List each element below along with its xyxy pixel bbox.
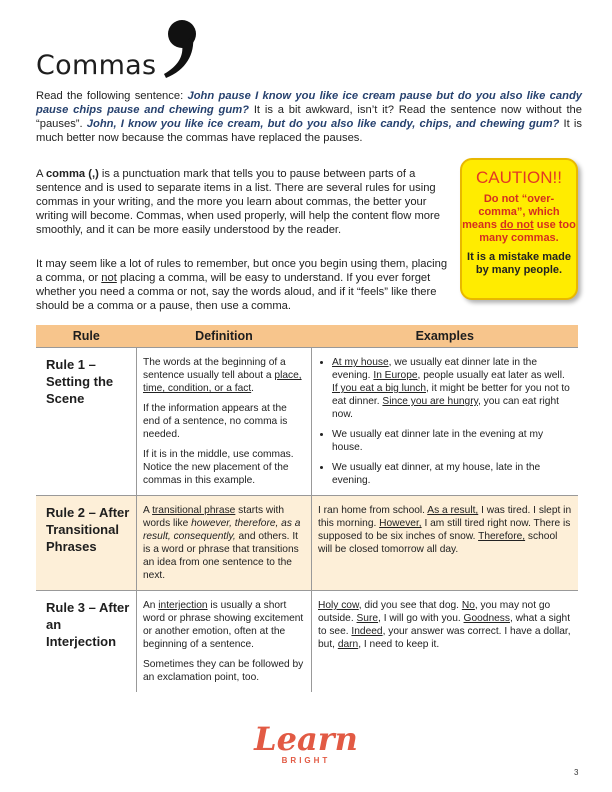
intro-quote-2: John, I know you like ice cream, but do you also like candy, chips, and chewing gum? (86, 118, 560, 130)
rules-table (36, 325, 578, 692)
intro-text-3: It is much better now because the commas have replaced the pauses. (36, 118, 583, 144)
caution-text-a: Do not “over-comma”, which means (462, 193, 560, 231)
definition-term: comma (,) (45, 168, 99, 180)
caution-warning (462, 193, 576, 245)
advice-text-a: It may seem like a lot of rules to remember, but once you begin using them, placing a comma, or (36, 258, 448, 284)
caution-title: CAUTION!! (476, 168, 562, 187)
example-text: , I need to keep it. (358, 639, 440, 650)
example-underline: Holy cow (318, 600, 359, 611)
definition-text-b: is a punctuation mark that tells you to pause between parts of a sentence and is used to separate items in a list. There are several rules for using commas in your writing, and the more you learn about commas, the better your writing will become. Commas, when used properly, will help the content flow more smoothly, and it can be more easily understood by the reader. (36, 168, 440, 236)
def-text: and others. It is a word or phrase that transitions an idea from one sentence to the next. (143, 531, 299, 581)
advice-underline: not (101, 272, 117, 284)
examples-cell (312, 496, 579, 591)
list-item: • We usually eat dinner late in the evening at my house. (332, 428, 572, 454)
example-line (318, 599, 572, 651)
example-underline: darn (337, 639, 359, 650)
definition-line: If it is in the middle, use commas. Notice the new placement of the commas in this example. (143, 449, 294, 486)
example-text: I ran home from school. (318, 505, 428, 516)
example-underline: Goodness (463, 613, 510, 624)
example-text: I was tired. I slept in this morning. (318, 505, 572, 529)
definition-cell (137, 348, 312, 496)
advice-text-b: placing a comma, will be easy to understand. If you ever forget whether you need a comma or not, say the words aloud, and if it “feels” like there should be a comma or a pause, then use a comma. (36, 272, 437, 312)
advice-paragraph (36, 257, 452, 313)
intro-text-2: It is a bit awkward, isn’t it? Read the sentence now without the “pauses”. (36, 104, 582, 130)
definition-line: If the information appears at the end of a sentence, no comma is needed. (143, 403, 288, 440)
table-header-row (36, 325, 578, 348)
caution-note: It is a mistake made by many people. (467, 251, 571, 276)
def-italic: however, therefore, as a result, consequently, (143, 518, 301, 542)
example-text: I am still tired right now. There is supposed to be six inches of snow. (318, 518, 571, 542)
def-text: The words at the beginning of a sentence usually tell about a (143, 357, 286, 381)
definition-cell (137, 591, 312, 693)
definition-line (143, 504, 305, 582)
rule-cell: Rule 3 – After an Interjection (36, 591, 137, 693)
logo-word: Learn (254, 720, 358, 758)
logo-subtitle: BRIGHT (281, 756, 331, 765)
header-examples: Examples (312, 325, 579, 348)
header-rule: Rule (36, 325, 137, 348)
example-underline: If you eat a big lunch (332, 383, 427, 394)
examples-cell (312, 591, 579, 693)
def-text: starts with words like (143, 505, 285, 529)
definition-cell (137, 496, 312, 591)
rule-cell: Rule 1 – Setting the Scene (36, 348, 137, 496)
def-text: An (143, 600, 159, 611)
def-underline: interjection (158, 600, 208, 611)
example-text: , you can eat right now. (332, 396, 559, 420)
list-item (332, 356, 572, 421)
definition-line (143, 599, 305, 651)
example-underline: No (461, 600, 475, 611)
caution-text-b: use too many commas. (479, 219, 576, 244)
example-underline: As a result, (427, 505, 479, 516)
examples-cell (312, 348, 579, 496)
definition-line: Sometimes they can be followed by an exclamation point, too. (143, 659, 304, 683)
example-text: , you may not go outside. (318, 600, 551, 624)
example-text: , people usually eat later as well. (417, 370, 565, 381)
example-text: school will be closed tomorrow all day. (318, 531, 558, 555)
example-underline: Since you are hungry (382, 396, 478, 407)
examples-list (318, 356, 572, 487)
example-text: , I will go with you. (378, 613, 464, 624)
list-item: • We usually eat dinner, at my house, late in the evening. (332, 461, 572, 487)
table-row (36, 348, 578, 496)
def-underline: place, time, condition, or a fact (143, 370, 302, 394)
definition-text-a: A (36, 168, 46, 180)
intro-paragraph (36, 89, 582, 145)
def-text: . (251, 383, 254, 394)
learn-bright-logo (240, 722, 372, 778)
example-text: , we usually eat dinner late in the evening. (332, 357, 538, 381)
example-underline: However, (379, 518, 422, 529)
example-underline: Indeed (351, 626, 383, 637)
header-definition: Definition (137, 325, 312, 348)
rule-cell: Rule 2 – After Transitional Phrases (36, 496, 137, 591)
intro-text-1: Read the following sentence: (36, 90, 188, 102)
example-underline: At my house (332, 357, 389, 368)
table-row (36, 591, 578, 693)
example-text: , it might be better for you not to eat dinner. (332, 383, 570, 407)
table-row (36, 496, 578, 591)
example-underline: In Europe (373, 370, 418, 381)
comma-icon (160, 18, 200, 80)
caution-box (460, 158, 578, 300)
caution-underline: do not (500, 219, 534, 231)
example-text: , did you see that dog. (358, 600, 462, 611)
example-underline: Therefore, (478, 531, 526, 542)
intro-quote-1: John pause I know you like ice cream pause but do you also like candy pause chips pause and chewing gum? (36, 90, 582, 116)
example-underline: Sure (356, 613, 379, 624)
page-number: 3 (574, 768, 579, 777)
def-text: is usually a short word or phrase showing excitement or another emotion, often at the beginning of a sentence. (143, 600, 304, 650)
example-text: , what a sight to see. (318, 613, 571, 637)
definition-paragraph (36, 167, 452, 237)
page-title: Commas (36, 50, 157, 81)
def-text: A (143, 505, 153, 516)
def-underline: transitional phrase (152, 505, 236, 516)
example-text: , your answer was correct. I have a dollar, but, (318, 626, 571, 650)
definition-line (143, 356, 305, 395)
example-line (318, 504, 572, 556)
